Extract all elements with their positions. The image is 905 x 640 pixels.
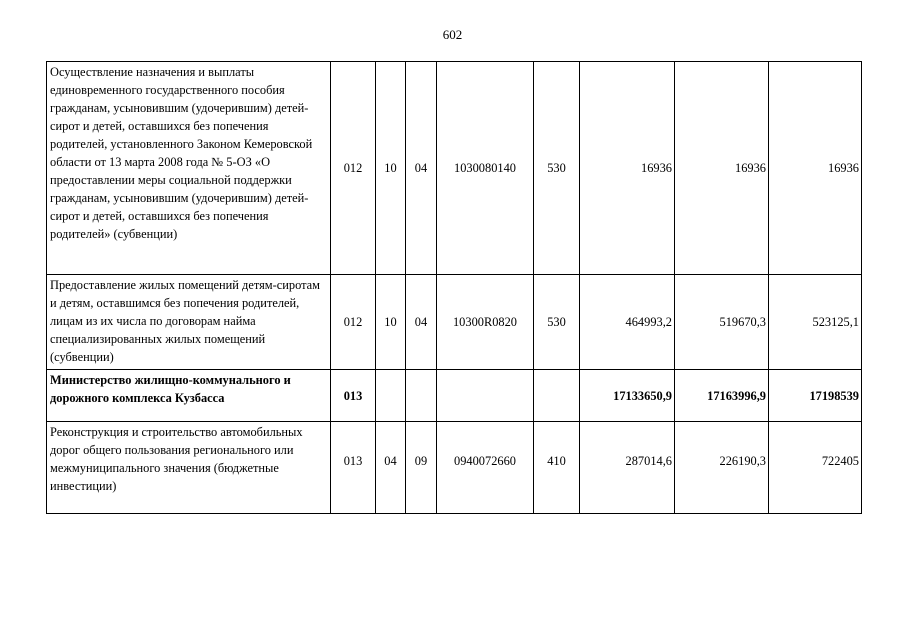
amount-year-3: 722405	[769, 422, 862, 514]
amount-year-2: 17163996,9	[675, 370, 769, 422]
amount-year-1: 16936	[580, 62, 675, 275]
target-code: 0940072660	[437, 422, 534, 514]
section-code	[376, 370, 406, 422]
ministry-code: 012	[331, 62, 376, 275]
target-code: 10300R0820	[437, 275, 534, 370]
ministry-code: 013	[331, 422, 376, 514]
section-code: 10	[376, 275, 406, 370]
ministry-code: 012	[331, 275, 376, 370]
table-row	[47, 275, 862, 370]
section-code: 10	[376, 62, 406, 275]
subsection-code: 04	[406, 62, 437, 275]
amount-year-2: 519670,3	[675, 275, 769, 370]
row-name: Предоставление жилых помещений детям-сиротам и детям, оставшимся без попечения родителей, лицам из их числа по договорам найма специализированных жилых помещений (субвенции)	[47, 275, 331, 370]
expense-type-code: 530	[534, 275, 580, 370]
row-name: Министерство жилищно-коммунального и дорожного комплекса Кузбасса	[47, 370, 331, 422]
page-number: 602	[442, 27, 463, 42]
table-row	[47, 422, 862, 514]
expense-type-code	[534, 370, 580, 422]
amount-year-3: 523125,1	[769, 275, 862, 370]
expense-type-code: 410	[534, 422, 580, 514]
amount-year-1: 287014,6	[580, 422, 675, 514]
ministry-code: 013	[331, 370, 376, 422]
subsection-code: 04	[406, 275, 437, 370]
target-code: 1030080140	[437, 62, 534, 275]
amount-year-1: 17133650,9	[580, 370, 675, 422]
target-code	[437, 370, 534, 422]
amount-year-1: 464993,2	[580, 275, 675, 370]
subsection-code: 09	[406, 422, 437, 514]
row-name: Осуществление назначения и выплаты единовременного государственного пособия гражданам, усыновившим (удочерившим) детей-сирот и детей, оставшихся без попечения родителей, установленного Законом Кемеровской области от 13 марта 2008 года № 5-ОЗ «О предоставлении меры социальной поддержки гражданам, усыновившим (удочерившим) детей-сирот и детей, оставшихся без попечения родителей» (субвенции)	[47, 62, 331, 275]
amount-year-3: 17198539	[769, 370, 862, 422]
expense-type-code: 530	[534, 62, 580, 275]
row-name: Реконструкция и строительство автомобильных дорог общего пользования регионального или межмуниципального значения (бюджетные инвестиции)	[47, 422, 331, 514]
table-row	[47, 370, 862, 422]
amount-year-2: 226190,3	[675, 422, 769, 514]
budget-table	[46, 61, 862, 514]
amount-year-2: 16936	[675, 62, 769, 275]
table-row	[47, 62, 862, 275]
section-code: 04	[376, 422, 406, 514]
amount-year-3: 16936	[769, 62, 862, 275]
subsection-code	[406, 370, 437, 422]
